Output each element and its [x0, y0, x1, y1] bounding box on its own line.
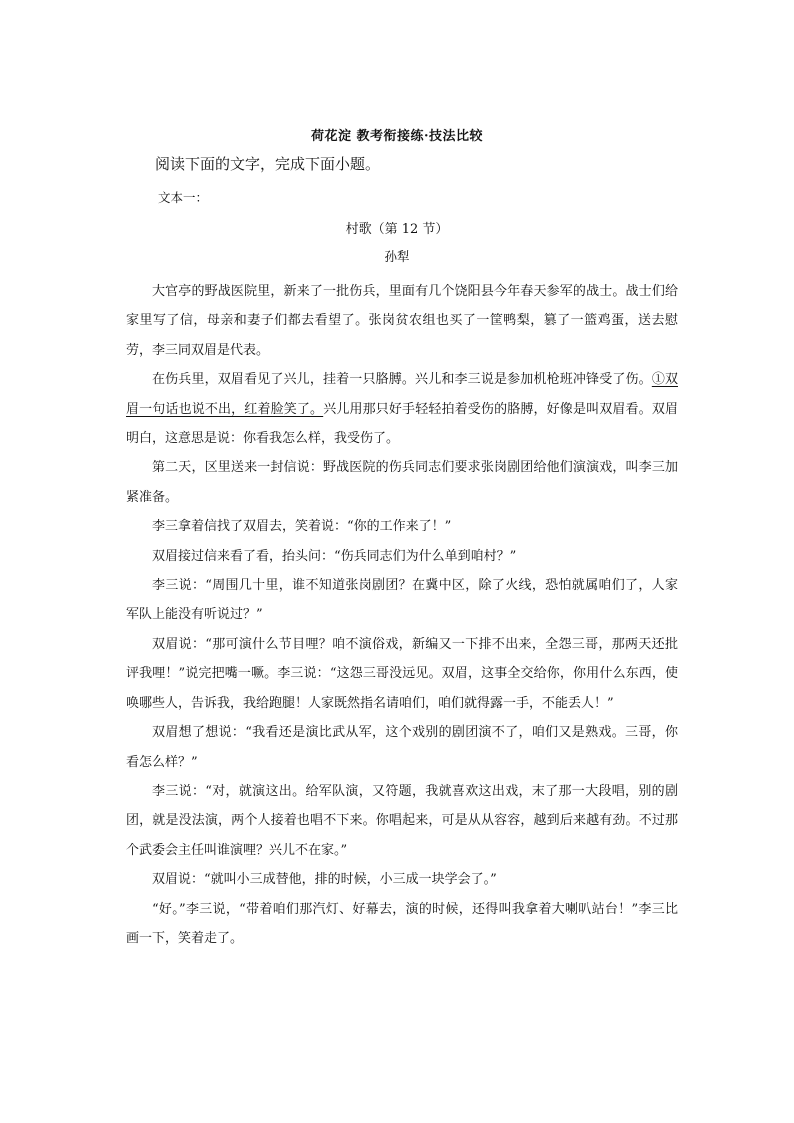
underlined-sentence-1: ①双眉一句话也说不出，红着脸笑了。 [126, 372, 678, 417]
paragraph-9 [126, 777, 678, 865]
paragraph-text: 李三拿着信找了双眉去，笑着说：“你的工作来了！” [152, 519, 452, 535]
paragraph-text: 李三说：“周围几十里，谁不知道张岗剧团？在冀中区，除了火线，恐怕就属咱们了，人家军队上能没有听说过？” [126, 578, 678, 623]
paragraph-text: 在伤兵里，双眉看见了兴儿，挂着一只胳膊。兴儿和李三说是参加机枪班冲锋受了伤。 [152, 372, 652, 388]
story-author: 孙犁 [384, 249, 410, 264]
document-title: 荷花淀 教考衔接练·技法比较 [310, 129, 484, 144]
paragraph-text: 双眉说：“那可演什么节目哩？咱不演俗戏，新编又一下排不出来，全怨三哥，那两天还批评我哩！”说完把嘴一噘。李三说：“这怨三哥没远见。双眉，这事全交给你，你用什么东西，使唤哪些人，告诉我，我给跑腿！人家既然指名请咱们，咱们就得露一手，不能丢人！” [126, 636, 678, 711]
paragraph-text-after: 兴儿用那只好手轻轻拍着受伤的胳膊，好像是叫双眉看。双眉明白，这意思是说：你看我怎么样，我受伤了。 [126, 401, 678, 447]
text-section-label: 文本一： [158, 190, 209, 205]
paragraph-text: 双眉说：“就叫小三成替他，排的时候，小三成一块学会了。” [152, 872, 497, 888]
paragraph-text: “好。”李三说，“带着咱们那汽灯、好幕去，演的时候，还得叫我拿着大喇叭站台！”李三比画一下，笑着走了。 [126, 901, 678, 946]
paragraph-10 [126, 865, 678, 894]
paragraph-text: 双眉想了想说：“我看还是演比武从军，这个戏别的剧团演不了，咱们又是熟戏。三哥，你看怎么样？” [126, 725, 678, 770]
paragraph-4 [126, 512, 678, 541]
paragraph-5 [126, 542, 678, 571]
paragraph-8 [126, 718, 678, 777]
paragraph-text: 双眉接过信来看了看，抬头问：“伤兵同志们为什么单到咱村？” [152, 548, 517, 564]
story-body [126, 277, 678, 953]
paragraph-1 [126, 277, 678, 365]
reading-instruction: 阅读下面的文字，完成下面小题。 [155, 155, 381, 173]
paragraph-11 [126, 895, 678, 954]
paragraph-7 [126, 630, 678, 718]
paragraph-text: 第二天，区里送来一封信说：野战医院的伤兵同志们要求张岗剧团给他们演演戏，叫李三加紧准备。 [126, 460, 678, 505]
story-title: 村歌（第 12 节） [345, 222, 449, 237]
paragraph-text: 大官亭的野战医院里，新来了一批伤兵，里面有几个饶阳县今年春天参军的战士。战士们给家里写了信，母亲和妻子们都去看望了。张岗贫农组也买了一筐鸭梨，篡了一篮鸡蛋，送去慰劳，李三同双眉是代表。 [126, 284, 678, 358]
paragraph-6 [126, 571, 678, 630]
paragraph-text: 李三说：“对，就演这出。给军队演，又符题，我就喜欢这出戏，末了那一大段唱，别的剧团，就是没法演，两个人接着也唱不下来。你唱起来，可是从从容容，越到后来越有劲。不过那个武委会主任叫谁演哩？兴儿不在家。” [126, 783, 678, 858]
paragraph-3 [126, 453, 678, 512]
paragraph-2 [126, 365, 678, 453]
